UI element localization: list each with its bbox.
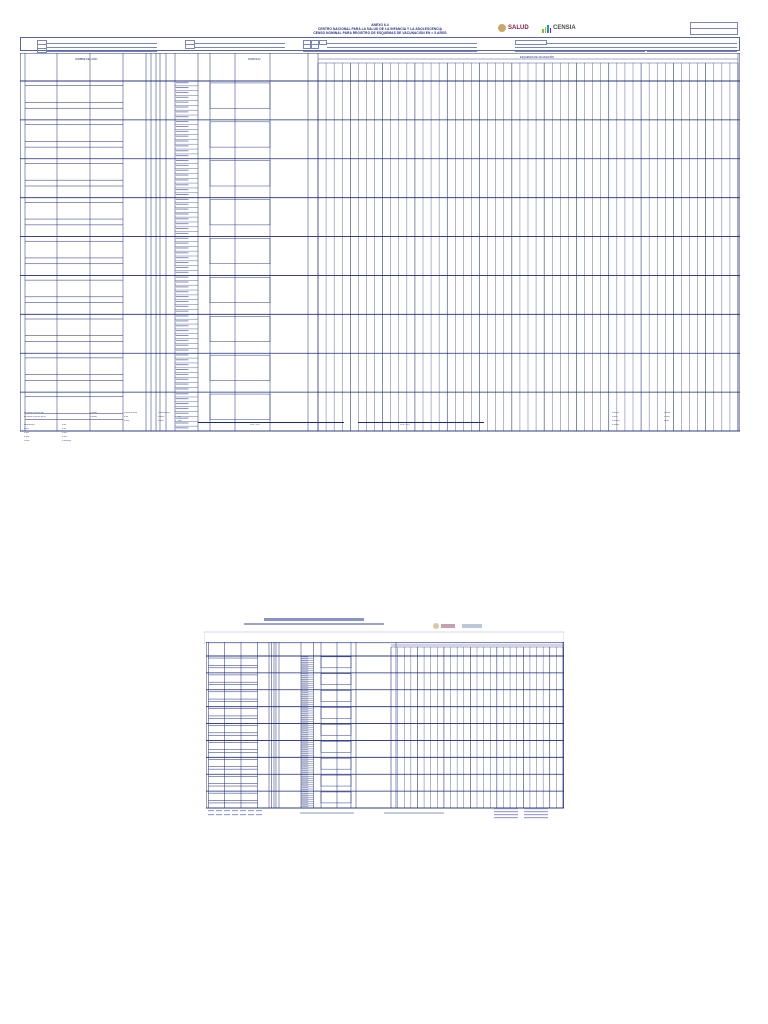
dose-label-mark: [301, 661, 308, 662]
dose-label-mark: [301, 699, 308, 700]
footer-note: ▪▪ ▪▪▪▪: [24, 432, 29, 434]
address-box: [210, 161, 270, 186]
dose-label-mark: [301, 711, 308, 712]
dose-label-mark: [301, 783, 308, 784]
dose-label-mark: [301, 777, 308, 778]
dose-label-mark: [301, 669, 308, 670]
dose-label-mark: [176, 160, 189, 161]
id-field[interactable]: [47, 43, 157, 44]
dose-label-mark: [176, 272, 189, 273]
dose-label-mark: [176, 238, 189, 239]
thumbnail-footer-mark: [216, 810, 222, 811]
dose-label-mark: [301, 764, 308, 765]
dose-label-mark: [301, 794, 308, 795]
dose-label-mark: [176, 350, 189, 351]
dose-label-mark: [176, 320, 189, 321]
thumbnail-footer-mark: [240, 810, 246, 811]
dose-label-mark: [301, 806, 308, 807]
address-box: [210, 316, 270, 341]
footer-note: ▪▪▪▪▪▪▪: [664, 420, 669, 422]
dose-label-mark: [176, 126, 189, 127]
dose-label-mark: [301, 663, 308, 664]
dose-label-mark: [301, 766, 308, 767]
dose-label-mark: [301, 796, 308, 797]
censia-logo: [542, 23, 576, 33]
dose-label-mark: [301, 771, 308, 772]
dose-label-mark: [176, 111, 189, 112]
thumbnail-footer-mark: [208, 810, 214, 811]
footer-note: ▪▪ ▪▪▪: [62, 424, 67, 426]
dose-label-mark: [176, 170, 189, 171]
dose-label-mark: [176, 340, 189, 341]
dose-label-mark: [301, 701, 308, 702]
dose-label-mark: [176, 165, 189, 166]
dose-label-mark: [176, 194, 189, 195]
signature-line[interactable]: [198, 422, 344, 423]
thumbnail-footer-mark: [494, 817, 518, 818]
thumbnail-footer-mark: [208, 814, 214, 815]
id-field[interactable]: [47, 47, 157, 48]
dose-label-mark: [176, 422, 189, 423]
signature-label: ▪▪▪▪▪▪ ▪ ▪▪▪▪▪: [250, 424, 260, 426]
dose-label-mark: [176, 384, 189, 385]
thumbnail-footer-mark: [256, 814, 262, 815]
dose-label-mark: [301, 730, 308, 731]
form-thumbnail: [204, 614, 564, 820]
footer-note: ▪▪▪ ▪▪▪▪▪▪▪▪ ▪▪ ▪▪▪▪ ▪▪▪ ▪▪▪ ▪▪▪: [24, 416, 46, 418]
id-field[interactable]: [319, 40, 327, 45]
dose-label-mark: [301, 695, 308, 696]
census-grid: [20, 53, 740, 433]
dose-label-mark: [176, 325, 189, 326]
dose-label-mark: [301, 682, 308, 683]
thumbnail-footer-mark: [524, 808, 548, 809]
dose-label-mark: [301, 709, 308, 710]
thumbnail-title-mark: [264, 618, 364, 621]
dose-label-mark: [176, 311, 189, 312]
dose-label-mark: [176, 102, 189, 103]
dose-label-mark: [301, 665, 308, 666]
dose-label-mark: [176, 330, 189, 331]
footer-note: ▪▪ ▪▪▪: [124, 416, 129, 418]
censia-bars-icon: [542, 24, 551, 33]
dose-label-mark: [176, 243, 189, 244]
thumbnail-footer-mark: [494, 808, 518, 809]
identification-band: [20, 37, 740, 51]
dose-label-mark: [176, 179, 189, 180]
id-field[interactable]: [195, 43, 285, 44]
footer-note: ▪▪ ▪▪▪▪▪▪▪▪▪▪: [62, 440, 72, 442]
dose-label-mark: [301, 692, 308, 693]
dose-label-mark: [176, 267, 189, 268]
footer-note: ▪▪ ▪▪▪▪▪: [612, 416, 618, 418]
dose-label-mark: [176, 427, 189, 428]
dose-label-mark: [176, 141, 189, 142]
dose-label-mark: [176, 359, 189, 360]
salud-logo-text: SALUD: [508, 25, 529, 31]
dose-label-mark: [301, 760, 308, 761]
dose-label-mark: [301, 678, 308, 679]
grid-frame: [20, 53, 740, 431]
dose-label-mark: [301, 684, 308, 685]
id-field[interactable]: [185, 44, 195, 49]
dose-label-mark: [301, 752, 308, 753]
vaccine-section-header: ESQUEMAS DE VACUNACIÓN: [520, 56, 554, 59]
footer-note: ▪▪▪▪▪: [178, 420, 182, 422]
dose-label-mark: [176, 209, 189, 210]
dose-label-mark: [301, 779, 308, 780]
dose-label-mark: [301, 714, 308, 715]
dose-label-mark: [176, 107, 189, 108]
dose-label-mark: [176, 204, 189, 205]
address-section-header: DOMICILIO: [248, 58, 261, 61]
thumbnail-footer-mark: [232, 810, 238, 811]
dose-label-mark: [176, 247, 189, 248]
address-box: [210, 239, 270, 264]
thumbnail-footer-mark: [240, 814, 246, 815]
dose-label-mark: [176, 296, 189, 297]
dose-label-mark: [301, 676, 308, 677]
dose-label-mark: [176, 413, 189, 414]
dose-label-mark: [301, 671, 308, 672]
dose-label-mark: [176, 131, 189, 132]
dose-label-mark: [176, 282, 189, 283]
thumbnail-footer-mark: [216, 814, 222, 815]
thumbnail-footer-mark: [224, 810, 230, 811]
dose-label-mark: [176, 335, 189, 336]
vaccination-census-form: [20, 20, 740, 450]
dose-label-mark: [301, 720, 308, 721]
footer-note: ▪▪ ▪▪▪▪▪▪▪: [612, 424, 619, 426]
dose-label-mark: [176, 301, 189, 302]
thumbnail-footer-mark: [524, 811, 548, 812]
dose-label-mark: [301, 716, 308, 717]
dose-label-mark: [176, 145, 189, 146]
thumbnail-footer-mark: [494, 814, 518, 815]
dose-label-mark: [176, 379, 189, 380]
footer-note: ▪▪ ▪▪▪▪: [62, 432, 67, 434]
form-annex-label: ANEXO 6.4: [371, 23, 389, 27]
dose-label-mark: [176, 155, 189, 156]
dose-label-mark: [301, 735, 308, 736]
dose-label-mark: [176, 116, 189, 117]
address-box: [210, 200, 270, 225]
dose-label-mark: [301, 733, 308, 734]
thumbnail-title-mark: [244, 623, 384, 625]
footer-note: ▪▪ ▪▪▪▪▪▪▪▪▪ ▪▪▪▪: [158, 412, 170, 414]
id-field[interactable]: [647, 51, 737, 52]
dose-label-mark: [301, 745, 308, 746]
dose-label-mark: [301, 673, 308, 674]
address-box: [210, 394, 270, 419]
dose-label-mark: [176, 354, 189, 355]
footer-note: ▪▪ ▪▪▪▪▪▪▪▪: [612, 420, 620, 422]
address-box: [210, 122, 270, 147]
dose-label-mark: [176, 393, 189, 394]
dose-label-mark: [301, 792, 308, 793]
dose-label-mark: [176, 189, 189, 190]
footer-note: ▪▪▪▪▪▪▪▪▪▪▪▪▪▪▪: [24, 424, 35, 426]
dose-label-mark: [301, 697, 308, 698]
id-field[interactable]: [47, 51, 157, 52]
thumbnail-footer-mark: [494, 811, 518, 812]
dose-label-mark: [301, 762, 308, 763]
patient-section-header: NOMBRE DEL NIÑO: [75, 58, 98, 61]
dose-label-mark: [301, 659, 308, 660]
dose-label-mark: [301, 804, 308, 805]
dose-label-mark: [176, 87, 189, 88]
dose-label-mark: [301, 688, 308, 689]
dose-label-mark: [301, 800, 308, 801]
dose-label-mark: [176, 228, 189, 229]
footer-note: ▪▪▪▪: [178, 416, 181, 418]
thumbnail-footer-mark: [224, 814, 230, 815]
signature-line[interactable]: [358, 422, 484, 423]
dose-label-mark: [301, 703, 308, 704]
dose-label-mark: [301, 680, 308, 681]
dose-label-mark: [301, 768, 308, 769]
dose-label-mark: [176, 136, 189, 137]
footer-note: ▪▪▪ ▪▪▪▪▪▪▪▪ ▪▪ ▪▪▪▪ ▪▪▪ ▪▪▪▪: [24, 412, 44, 414]
thumbnail-footer-mark: [524, 814, 548, 815]
thumbnail-footer-mark: [524, 817, 548, 818]
dose-label-mark: [301, 781, 308, 782]
dose-label-mark: [301, 798, 308, 799]
footer-note: ▪▪ ▪▪▪▪▪▪: [158, 416, 165, 418]
dose-label-mark: [301, 722, 308, 723]
id-field[interactable]: [515, 47, 737, 48]
thumbnail-footer-mark: [248, 814, 254, 815]
dose-label-mark: [176, 388, 189, 389]
footer-note: ▪▪ ▪▪▪▪▪▪▪: [90, 416, 97, 418]
dose-label-mark: [176, 175, 189, 176]
footer-note: ▪▪ ▪▪▪: [62, 428, 67, 430]
dose-label-mark: [301, 686, 308, 687]
dose-label-mark: [176, 223, 189, 224]
id-field[interactable]: [515, 40, 547, 45]
dose-label-mark: [301, 787, 308, 788]
dose-label-mark: [176, 277, 189, 278]
id-field[interactable]: [303, 44, 311, 49]
footer-note: ▪▪ ▪▪▪▪▪: [664, 416, 670, 418]
dose-label-mark: [301, 726, 308, 727]
footer-note: ▪▪ ▪▪▪▪▪: [24, 440, 30, 442]
thumbnail-footer-mark: [248, 810, 254, 811]
footer-note: ▪▪ ▪▪▪▪: [24, 428, 29, 430]
form-institution-title: CENTRO NACIONAL PARA LA SALUD DE LA INFANCIA Y LA ADOLESCENCIA: [317, 27, 443, 31]
dose-label-mark: [301, 739, 308, 740]
dose-label-mark: [301, 718, 308, 719]
footer-note: ▪▪ ▪▪▪▪▪: [124, 420, 130, 422]
dose-label-mark: [301, 690, 308, 691]
id-field[interactable]: [547, 43, 737, 44]
dose-label-mark: [176, 374, 189, 375]
thumbnail-footer-mark: [256, 810, 262, 811]
dose-label-mark: [176, 233, 189, 234]
thumbnail-censia-mark: [462, 624, 482, 628]
footer-note: ▪▪ ▪▪▪ ▪: [62, 436, 68, 438]
dose-label-mark: [301, 790, 308, 791]
dose-label-mark: [301, 741, 308, 742]
address-box: [210, 277, 270, 302]
thumbnail-seal-icon: [433, 623, 439, 629]
salud-logo: [498, 23, 529, 33]
dose-label-mark: [301, 705, 308, 706]
dose-label-mark: [176, 184, 189, 185]
footer-note: ▪▪ ▪▪▪▪▪▪: [664, 412, 671, 414]
id-field[interactable]: [195, 47, 285, 48]
dose-label-mark: [176, 316, 189, 317]
dose-label-mark: [176, 364, 189, 365]
dose-label-mark: [176, 150, 189, 151]
dose-label-mark: [301, 728, 308, 729]
dose-label-mark: [176, 213, 189, 214]
dose-label-mark: [176, 306, 189, 307]
dose-label-mark: [301, 802, 308, 803]
address-box: [210, 355, 270, 380]
dose-label-mark: [301, 724, 308, 725]
censia-logo-text: CENSIA: [553, 25, 576, 31]
thumbnail-salud-mark: [441, 624, 455, 628]
dose-label-mark: [176, 121, 189, 122]
dose-label-mark: [176, 252, 189, 253]
dose-label-mark: [301, 756, 308, 757]
dose-label-mark: [301, 747, 308, 748]
dose-label-mark: [301, 737, 308, 738]
dose-label-mark: [301, 754, 308, 755]
signature-label: ▪▪▪▪▪▪ ▪ ▪▪▪▪▪: [400, 424, 410, 426]
dose-label-mark: [176, 398, 189, 399]
dose-label-mark: [301, 707, 308, 708]
dose-label-mark: [301, 743, 308, 744]
dose-label-mark: [176, 286, 189, 287]
dose-label-mark: [301, 785, 308, 786]
id-field[interactable]: [303, 51, 477, 52]
page-number-field[interactable]: [690, 28, 738, 35]
footer-note: ▪▪ ▪▪▪▪▪▪▪: [612, 412, 619, 414]
dose-label-mark: [176, 97, 189, 98]
dose-label-mark: [176, 257, 189, 258]
id-field[interactable]: [327, 47, 477, 48]
dose-label-mark: [301, 657, 308, 658]
footer-note: ▪▪ ▪▪▪▪▪: [158, 420, 164, 422]
grid-group: [20, 53, 740, 431]
dose-label-mark: [176, 262, 189, 263]
dose-label-mark: [301, 749, 308, 750]
dose-label-mark: [176, 92, 189, 93]
id-field[interactable]: [311, 44, 319, 49]
thumbnail-footer-mark: [232, 814, 238, 815]
footer-note: ▪▪ ▪▪▪▪▪: [24, 436, 30, 438]
dose-label-mark: [176, 369, 189, 370]
dose-label-mark: [301, 667, 308, 668]
dose-label-mark: [176, 408, 189, 409]
form-census-title: CENSO NOMINAL PARA REGISTRO DE ESQUEMAS DE VACUNACIÓN EN < 5 AÑOS: [313, 31, 447, 35]
footer-note: ▪▪ ▪▪▪▪▪▪▪▪▪ ▪▪▪▪▪▪: [124, 412, 138, 414]
dose-label-mark: [301, 775, 308, 776]
dose-label-mark: [301, 773, 308, 774]
dose-label-mark: [176, 218, 189, 219]
mexican-seal-icon: [498, 24, 506, 32]
dose-label-mark: [176, 82, 189, 83]
dose-label-mark: [301, 758, 308, 759]
id-field[interactable]: [515, 51, 645, 52]
dose-label-mark: [176, 403, 189, 404]
dose-label-mark: [176, 345, 189, 346]
dose-label-mark: [176, 291, 189, 292]
footer-note: ▪▪ ▪▪▪▪▪▪▪: [90, 412, 97, 414]
dose-label-mark: [176, 199, 189, 200]
id-field[interactable]: [327, 43, 477, 44]
address-box: [210, 83, 270, 108]
